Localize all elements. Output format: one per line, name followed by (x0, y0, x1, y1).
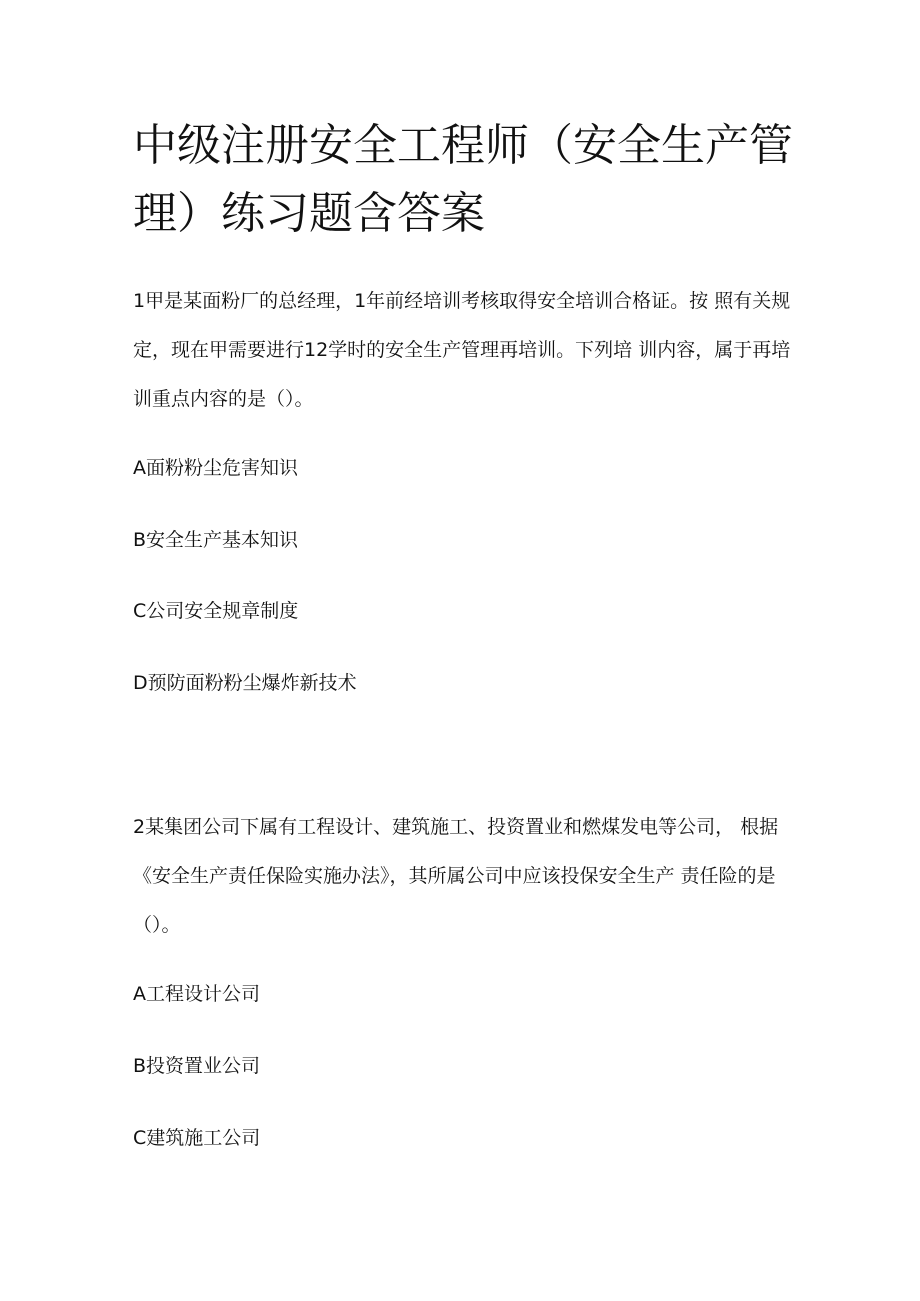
question-2-option-b: B投资置业公司 (133, 1055, 261, 1077)
question-1-option-a: A面粉粉尘危害知识 (133, 457, 298, 479)
question-2-text: 2某集团公司下属有工程设计、建筑施工、投资置业和燃煤发电等公司， 根据《安全生产责任保险实施办法》，其所属公司中应该投保安全生产 责任险的是（）。 (133, 816, 779, 936)
question-2-option-a: A工程设计公司 (133, 983, 260, 1005)
question-1-option-b: B安全生产基本知识 (133, 529, 299, 551)
question-1-option-c: C公司安全规章制度 (133, 600, 299, 622)
question-1-text: 1甲是某面粉厂的总经理，1年前经培训考核取得安全培训合格证。按 照有关规定，现在甲需要进行12学时的安全生产管理再培训。下列培 训内容，属于再培训重点内容的是（）。 (133, 290, 791, 410)
question-2-option-c: C建筑施工公司 (133, 1127, 261, 1149)
document-title: 中级注册安全工程师（安全生产管理）练习题含答案 (133, 120, 793, 239)
question-1-option-d: D预防面粉粉尘爆炸新技术 (133, 672, 357, 694)
